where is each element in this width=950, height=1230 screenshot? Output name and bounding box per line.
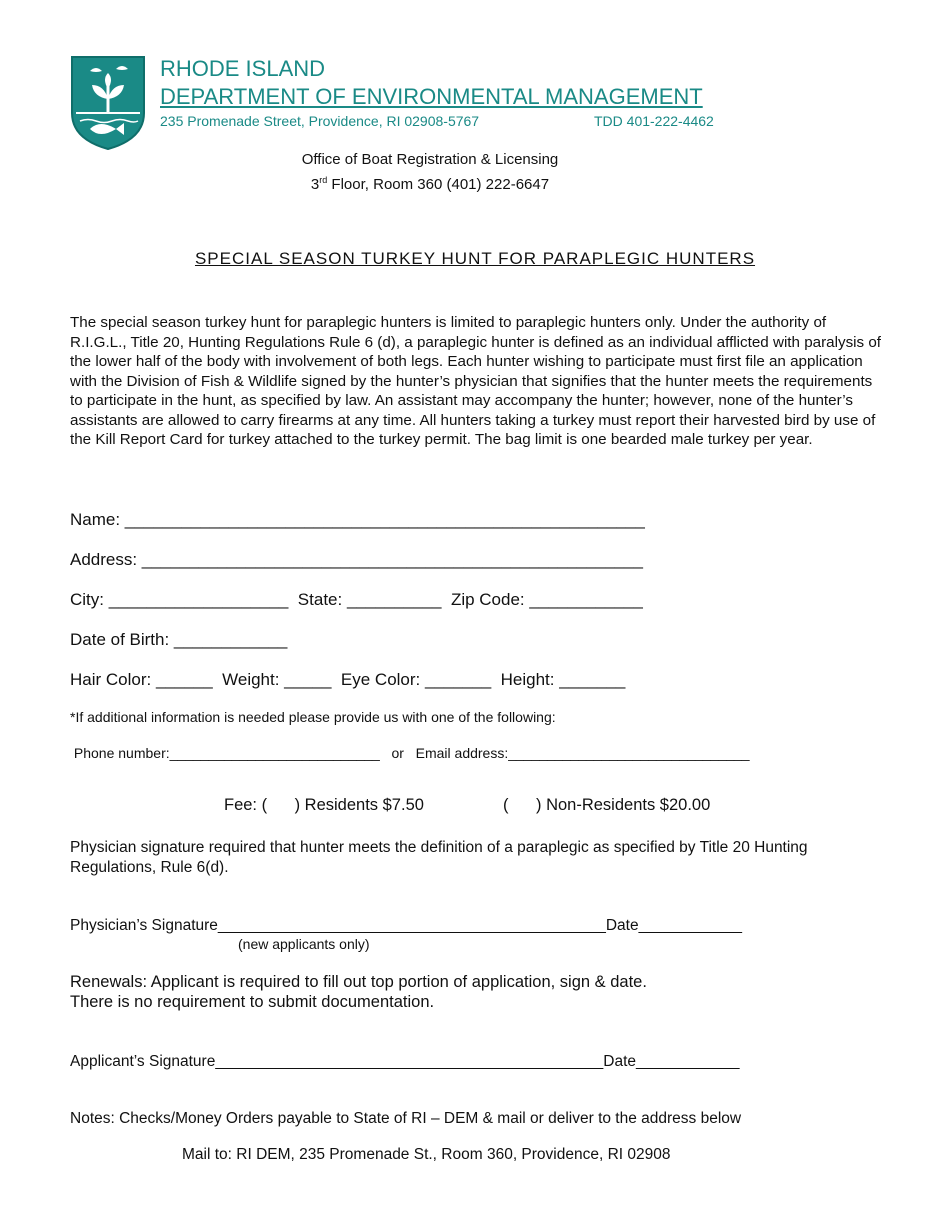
fee-non-residents[interactable]: ( ) Non-Residents $20.00 [503, 796, 711, 814]
physical-description-field[interactable]: Hair Color: ______ Weight: _____ Eye Color: _______ Height: _______ [70, 670, 626, 689]
ri-dem-logo [70, 55, 146, 151]
header-state: RHODE ISLAND [160, 56, 326, 81]
physician-signature-line[interactable]: Physician’s Signature_____________________________________________Date____________ [70, 917, 743, 934]
office-name: Office of Boat Registration & Licensing [301, 151, 559, 168]
name-field[interactable]: Name: _______________________________________________________ [70, 510, 645, 529]
renewals-line-1: Renewals: Applicant is required to fill out top portion of application, sign & date. [70, 973, 647, 991]
mail-to-address: Mail to: RI DEM, 235 Promenade St., Room 360, Providence, RI 02908 [182, 1146, 671, 1163]
applicant-signature-line[interactable]: Applicant’s Signature_____________________________________________Date____________ [70, 1053, 740, 1070]
header-tdd: TDD 401-222-4462 [594, 113, 714, 129]
physician-signature-note: (new applicants only) [238, 936, 370, 952]
header-department: DEPARTMENT OF ENVIRONMENTAL MANAGEMENT [160, 84, 703, 109]
fee-residents[interactable]: Fee: ( ) Residents $7.50 [224, 796, 424, 814]
office-floor-num: 3 [310, 176, 320, 193]
contact-field[interactable]: Phone number:___________________________ or Email address:_______________________________ [70, 745, 750, 761]
office-room-phone: Floor, Room 360 (401) 222-6647 [327, 176, 550, 193]
address-field[interactable]: Address: _____________________________________________________ [70, 550, 643, 569]
renewals-line-2: There is no requirement to submit documentation. [70, 993, 435, 1011]
payment-notes: Notes: Checks/Money Orders payable to State of RI – DEM & mail or deliver to the address below [70, 1110, 742, 1127]
physician-requirement: Physician signature required that hunter meets the definition of a paraplegic as specified by Title 20 Hunting Regulations, Rule 6(d). [70, 839, 808, 876]
additional-info-note: *If additional information is needed please provide us with one of the following: [70, 709, 556, 725]
form-title [0, 249, 950, 269]
office-floor-sup: rd [319, 175, 328, 185]
form-title-text: SPECIAL SEASON TURKEY HUNT FOR PARAPLEGIC HUNTERS [194, 249, 756, 268]
shield-logo-icon [70, 55, 146, 151]
city-state-zip-field[interactable]: City: ___________________ State: __________ Zip Code: ____________ [70, 590, 643, 609]
office-room [0, 170, 860, 195]
intro-paragraph: The special season turkey hunt for paraplegic hunters is limited to paraplegic hunters only. Under the authority of R.I.G.L., Title 20, Hunting Regulations Rule 6 (d), a paraplegic hunter is defined as an individual afflicted with paralysis of the lower half of the body with involvement of both legs. Each hunter wishing to participate must first file an application with the Division of Fish & Wildlife signed by the hunter’s physician that signifies that the hunter meets the requirements to participate in the hunt, as specified by law. An assistant may accompany the hunter; however, none of the hunter’s assistants are allowed to carry firearms at any time. All hunters taking a turkey must report their harvested bird by use of the Kill Report Card for turkey attached to the turkey permit. The bag limit is one bearded male turkey per year. [70, 314, 882, 448]
date-of-birth-field[interactable]: Date of Birth: ____________ [70, 630, 288, 649]
header-address: 235 Promenade Street, Providence, RI 02908-5767 [160, 113, 480, 129]
